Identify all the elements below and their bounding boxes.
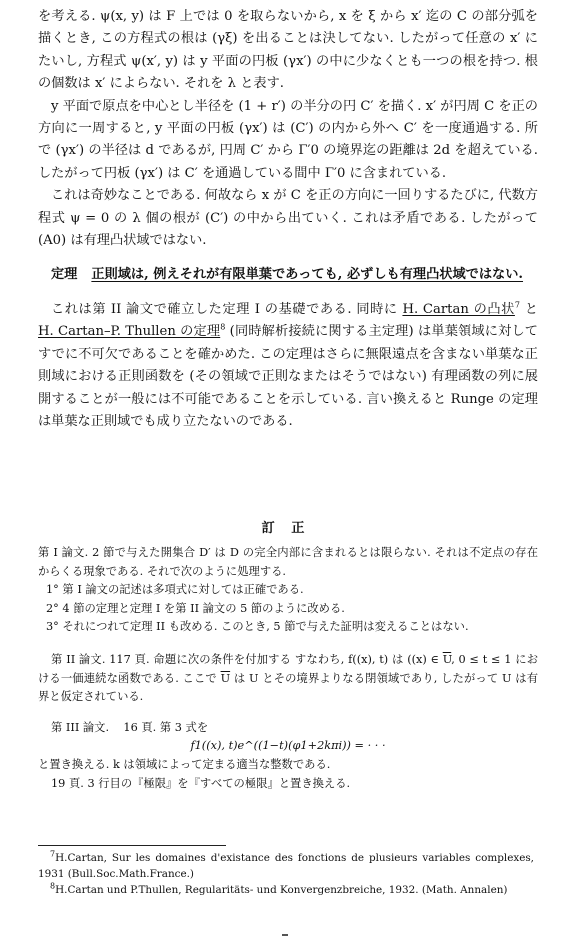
errata-formula: f1((x), t)e^((1−t)(φ1+2kπi)) = · · ·	[190, 739, 386, 753]
footnote-text: H.Cartan, Sur les domaines d'existance des fonctions de plusieurs variables complexes, 1931 (Bull.Soc.Math.France.)	[38, 852, 534, 881]
paragraph-contradiction: これは奇妙なことである. 何故なら x が C を正の方向に一回りするたびに, 代数方程式 ψ = 0 の λ 個の根が (C′) の中から出ていく. これは矛盾である. したがって (A0) は有理凸状域ではない.	[38, 188, 538, 249]
spacer	[38, 287, 538, 299]
cartan-thullen-reference: H. Cartan–P. Thullen の定理	[38, 324, 221, 340]
paragraph-roots: を考える. ψ(x, y) は F 上では 0 を取らないから, x を ξ から x′ 迄の C の部分弧を描くとき, この方程式の根は (γξ) を出ることは決してない. したがって任意の x′ にたいし, 方程式 ψ(x′, y) は y 平面の円板 (γx′) の中に少なくとも一つの根を持つ. 根の個数は x′ によらない. それを λ と表す.	[38, 9, 538, 92]
paragraph-text: これは第 II 論文で確立した定理 I の基礎である. 同時に	[51, 301, 403, 317]
page-marker	[282, 934, 288, 936]
footnote-number: 7	[50, 849, 56, 859]
paragraph-consequence	[38, 299, 538, 433]
footnote-rule	[38, 845, 226, 846]
errata-replacement: と置き換える. k は領域によって定まる適当な整数である.	[38, 757, 331, 771]
paragraph-text: と	[520, 301, 538, 317]
errata-item: 2° 4 節の定理と定理 I を第 II 論文の 5 節のように改める.	[46, 601, 345, 615]
paragraph-circle: y 平面で原点を中心とし半径を (1 + r′) の半分の円 C′ を描く. x′ が円周 C を正の方向に一周すると, y 平面の円板 (γx′) は (C′) の内から外へ C′ を一度通過する. 所で (γx′) の半径は d であるが, 円周 C′ から Γ′0 の境界迄の距離は 2d を超えている. したがって円板 (γx′) は C′ を通過している間中 Γ′0 に含まれている.	[38, 98, 538, 181]
closure-symbol: $\overline{U}$	[442, 652, 452, 666]
errata-text: 第 II 論文. 117 頁. 命題に次の条件を付加する すなわち, f((x), t) は ((x) ∈	[51, 652, 443, 666]
theorem-statement: 正則域は, 例えそれが有限単葉であっても, 必ずしも有理凸状域ではない.	[91, 267, 524, 283]
errata-item: 1° 第 I 論文の記述は多項式に対しては正確である.	[46, 583, 304, 597]
footnote-mark-8: 8	[220, 322, 226, 332]
spacer	[38, 707, 538, 719]
errata-text: , 0 ≤ t ≤ 1 における一価連続な函数である. ここで	[38, 652, 539, 685]
theorem-block	[38, 264, 538, 286]
footnote-7	[38, 850, 534, 882]
errata-item: 3° それにつれて定理 II も改める. このとき, 5 節で与えた証明は変えることはない.	[46, 620, 469, 634]
cartan-reference: H. Cartan の凸状	[402, 301, 515, 317]
spacer	[38, 637, 538, 651]
footnote-number: 8	[50, 881, 56, 891]
closure-symbol: $\overline{U}$	[220, 671, 231, 685]
errata-heading: 訂 正	[261, 521, 311, 536]
footnote-mark-7: 7	[514, 300, 520, 310]
theorem-label: 定理	[51, 267, 78, 283]
errata-text: は U とその境界よりなる閉領域であり, したがって U は有界と仮定されている.	[38, 671, 538, 704]
footnotes	[38, 850, 534, 899]
paragraph-text: (同時解析接続に関する主定理) は単葉領域に対してすでに不可欠であることを確かめた. この定理はさらに無限遠点を含まない単葉な正則域における正則函数を (その領域で正則なまたはそうではない) 有理函数の列に展開することが一般には不可能であることを示している. 言い換えると Runge の定理は単葉な正則域でも成り立たないのである.	[38, 324, 538, 429]
errata-paper-3: 第 III 論文. 16 頁. 第 3 式を	[51, 720, 209, 734]
errata-section	[38, 544, 538, 793]
footnote-8	[38, 882, 534, 898]
errata-paper-1: 第 I 論文. 2 節で与えた開集合 D′ は D の完全内部に含まれるとは限らない. それは不定点の存在からくる現象である. それで次のように処理する.	[38, 546, 538, 578]
errata-paper-2	[38, 651, 538, 707]
errata-page-19: 19 頁. 3 行目の『極限』を『すべての極限』と置き換える.	[51, 776, 351, 790]
main-text	[38, 6, 538, 433]
footnote-text: H.Cartan und P.Thullen, Regularitäts- und Konvergenzbreiche, 1932. (Math. Annalen)	[55, 884, 508, 897]
